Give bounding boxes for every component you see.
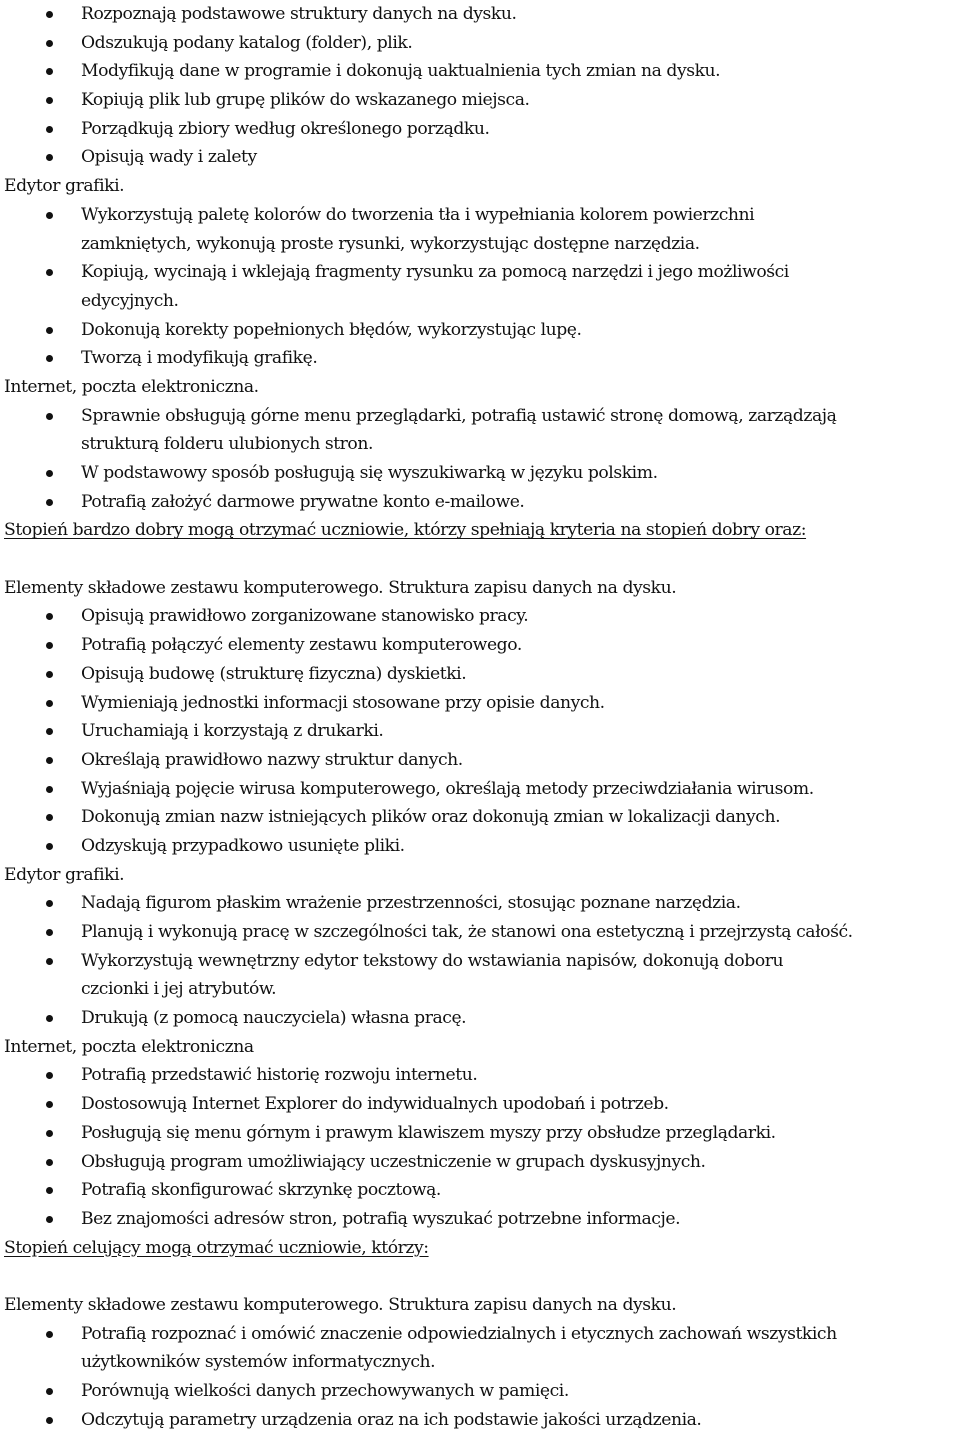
list-item-text: Opisują budowę (strukturę fizyczna) dyskietki. bbox=[81, 663, 467, 684]
bullet-icon bbox=[46, 154, 53, 161]
bullet-icon bbox=[46, 1130, 53, 1137]
bullet-icon bbox=[46, 212, 53, 219]
bullet-icon bbox=[46, 470, 53, 477]
list-item-text: Bez znajomości adresów stron, potrafią wyszukać potrzebne informacje. bbox=[81, 1208, 681, 1229]
bullet-icon bbox=[46, 499, 53, 506]
bullet-icon bbox=[46, 1101, 53, 1108]
list-item-text: Modyfikują dane w programie i dokonują uaktualnienia tych zmian na dysku. bbox=[81, 61, 721, 82]
list-item-text: Potrafią skonfigurować skrzynkę pocztową. bbox=[81, 1180, 441, 1201]
list-item bbox=[4, 1406, 960, 1435]
list-item-text: Odszukują podany katalog (folder), plik. bbox=[81, 32, 413, 53]
bullet-icon bbox=[46, 929, 53, 936]
list-item bbox=[4, 1205, 960, 1234]
list-item-text: Potrafią rozpoznać i omówić znaczenie odpowiedzialnych i etycznych zachowań wszystkich bbox=[81, 1323, 837, 1344]
list-item bbox=[4, 0, 960, 29]
list-item bbox=[4, 201, 960, 230]
bullet-icon bbox=[46, 900, 53, 907]
list-item-text: Dokonują korekty popełnionych błędów, wykorzystując lupę. bbox=[81, 319, 582, 340]
bullet-icon bbox=[46, 700, 53, 707]
list-item bbox=[4, 803, 960, 832]
list-item-text: Sprawnie obsługują górne menu przeglądarki, potrafią ustawić stronę domową, zarządzają bbox=[81, 405, 837, 426]
list-item bbox=[4, 57, 960, 86]
bullet-icon bbox=[46, 413, 53, 420]
list-item bbox=[4, 775, 960, 804]
grade-criteria-text: Stopień bardzo dobry mogą otrzymać uczniowie, którzy spełniają kryteria na stopień dobry oraz: bbox=[4, 520, 807, 541]
bullet-icon bbox=[46, 126, 53, 133]
list-item-text: Potrafią połączyć elementy zestawu komputerowego. bbox=[81, 635, 522, 656]
list-item bbox=[4, 86, 960, 115]
bullet-icon bbox=[46, 1159, 53, 1166]
list-item bbox=[4, 29, 960, 58]
list-item bbox=[4, 832, 960, 861]
list-item bbox=[4, 316, 960, 345]
list-item-text: Potrafią przedstawić historię rozwoju internetu. bbox=[81, 1065, 478, 1086]
list-item-text: Dokonują zmian nazw istniejących plików oraz dokonują zmian w lokalizacji danych. bbox=[81, 807, 781, 828]
list-item-text: Opisują prawidłowo zorganizowane stanowisko pracy. bbox=[81, 606, 529, 627]
list-item-text: Porównują wielkości danych przechowywanych w pamięci. bbox=[81, 1381, 569, 1401]
list-item-text: Kopiują plik lub grupę plików do wskazanego miejsca. bbox=[81, 90, 530, 111]
section-heading: Elementy składowe zestawu komputerowego. Struktura zapisu danych na dysku. bbox=[4, 577, 677, 598]
list-item bbox=[4, 746, 960, 775]
list-item-text: W podstawowy sposób posługują się wyszukiwarką w języku polskim. bbox=[81, 463, 658, 483]
list-item-text: Wymieniają jednostki informacji stosowane przy opisie danych. bbox=[81, 692, 605, 713]
list-item bbox=[4, 1176, 960, 1205]
list-item bbox=[4, 1377, 960, 1406]
grade-criteria-text: Stopień celujący mogą otrzymać uczniowie, którzy: bbox=[4, 1237, 429, 1258]
list-item bbox=[4, 947, 960, 976]
list-item bbox=[4, 889, 960, 918]
list-item-text: Wyjaśniają pojęcie wirusa komputerowego, określają metody przeciwdziałania wirusom. bbox=[81, 778, 814, 799]
bullet-icon bbox=[46, 786, 53, 793]
list-item bbox=[4, 488, 960, 517]
bullet-icon bbox=[46, 1216, 53, 1223]
bullet-icon bbox=[46, 97, 53, 104]
list-item-text: Drukują (z pomocą nauczyciela) własna pracę. bbox=[81, 1008, 467, 1029]
list-item-text: Tworzą i modyfikują grafikę. bbox=[81, 348, 318, 369]
list-item-text: Dostosowują Internet Explorer do indywidualnych upodobań i potrzeb. bbox=[81, 1094, 669, 1115]
list-item-continuation: zamkniętych, wykonują proste rysunki, wykorzystując dostępne narzędzia. bbox=[81, 233, 700, 254]
list-item-continuation: edycyjnych. bbox=[81, 290, 179, 311]
bullet-icon bbox=[46, 1388, 53, 1395]
list-item bbox=[4, 459, 960, 488]
list-item bbox=[4, 660, 960, 689]
list-item-text: Uruchamiają i korzystają z drukarki. bbox=[81, 721, 384, 742]
list-item-text: Nadają figurom płaskim wrażenie przestrzenności, stosując poznane narzędzia. bbox=[81, 893, 741, 914]
bullet-icon bbox=[46, 355, 53, 362]
list-item bbox=[4, 1004, 960, 1033]
bullet-icon bbox=[46, 671, 53, 678]
bullet-icon bbox=[46, 327, 53, 334]
list-item bbox=[4, 1119, 960, 1148]
list-item-continuation: strukturą folderu ulubionych stron. bbox=[81, 434, 373, 455]
list-item bbox=[4, 258, 960, 287]
grade-criteria-heading bbox=[4, 516, 960, 545]
list-item bbox=[4, 1061, 960, 1090]
list-item bbox=[4, 115, 960, 144]
bullet-icon bbox=[46, 11, 53, 18]
list-item-text: Odczytują parametry urządzenia oraz na ich podstawie jakości urządzenia. bbox=[81, 1409, 702, 1430]
list-item bbox=[4, 631, 960, 660]
list-item bbox=[4, 1148, 960, 1177]
list-item-text: Rozpoznają podstawowe struktury danych na dysku. bbox=[81, 4, 517, 24]
blank-line bbox=[4, 545, 960, 574]
section-heading: Elementy składowe zestawu komputerowego. Struktura zapisu danych na dysku. bbox=[4, 1294, 677, 1315]
bullet-icon bbox=[46, 1417, 53, 1424]
bullet-icon bbox=[46, 814, 53, 821]
bullet-icon bbox=[46, 68, 53, 75]
list-item bbox=[4, 402, 960, 431]
list-item bbox=[4, 143, 960, 172]
list-item bbox=[4, 689, 960, 718]
section-heading: Edytor grafiki. bbox=[4, 176, 125, 197]
bullet-icon bbox=[46, 642, 53, 649]
list-item-text: Określają prawidłowo nazwy struktur danych. bbox=[81, 749, 463, 770]
bullet-icon bbox=[46, 958, 53, 965]
bullet-icon bbox=[46, 728, 53, 735]
bullet-icon bbox=[46, 1187, 53, 1194]
list-item-continuation: użytkowników systemów informatycznych. bbox=[81, 1352, 436, 1373]
bullet-icon bbox=[46, 1072, 53, 1079]
list-item-text: Wykorzystują wewnętrzny edytor tekstowy do wstawiania napisów, dokonują doboru bbox=[81, 950, 784, 971]
list-item-continuation: czcionki i jej atrybutów. bbox=[81, 979, 277, 1000]
list-item-text: Obsługują program umożliwiający uczestniczenie w grupach dyskusyjnych. bbox=[81, 1151, 706, 1172]
blank-line bbox=[4, 1262, 960, 1291]
list-item-text: Porządkują zbiory według określonego porządku. bbox=[81, 118, 490, 139]
bullet-icon bbox=[46, 40, 53, 47]
list-item-text: Wykorzystują paletę kolorów do tworzenia tła i wypełniania kolorem powierzchni bbox=[81, 204, 755, 225]
list-item bbox=[4, 1320, 960, 1349]
bullet-icon bbox=[46, 1015, 53, 1022]
bullet-icon bbox=[46, 613, 53, 620]
bullet-icon bbox=[46, 757, 53, 764]
bullet-icon bbox=[46, 269, 53, 276]
list-item-text: Odzyskują przypadkowo usunięte pliki. bbox=[81, 835, 405, 856]
section-heading: Internet, poczta elektroniczna bbox=[4, 1036, 254, 1057]
grade-criteria-heading bbox=[4, 1234, 960, 1263]
list-item-text: Planują i wykonują pracę w szczególności tak, że stanowi ona estetyczną i przejrzystą całość. bbox=[81, 922, 853, 942]
list-item bbox=[4, 1090, 960, 1119]
section-heading: Internet, poczta elektroniczna. bbox=[4, 376, 259, 397]
list-item-text: Potrafią założyć darmowe prywatne konto e-mailowe. bbox=[81, 491, 525, 512]
list-item-text: Posługują się menu górnym i prawym klawiszem myszy przy obsłudze przeglądarki. bbox=[81, 1122, 776, 1143]
bullet-icon bbox=[46, 1331, 53, 1338]
list-item-text: Kopiują, wycinają i wklejają fragmenty rysunku za pomocą narzędzi i jego możliwości bbox=[81, 262, 789, 283]
list-item bbox=[4, 918, 960, 947]
list-item bbox=[4, 717, 960, 746]
section-heading: Edytor grafiki. bbox=[4, 864, 125, 885]
list-item-text: Opisują wady i zalety bbox=[81, 147, 257, 168]
list-item bbox=[4, 602, 960, 631]
list-item bbox=[4, 344, 960, 373]
bullet-icon bbox=[46, 843, 53, 850]
